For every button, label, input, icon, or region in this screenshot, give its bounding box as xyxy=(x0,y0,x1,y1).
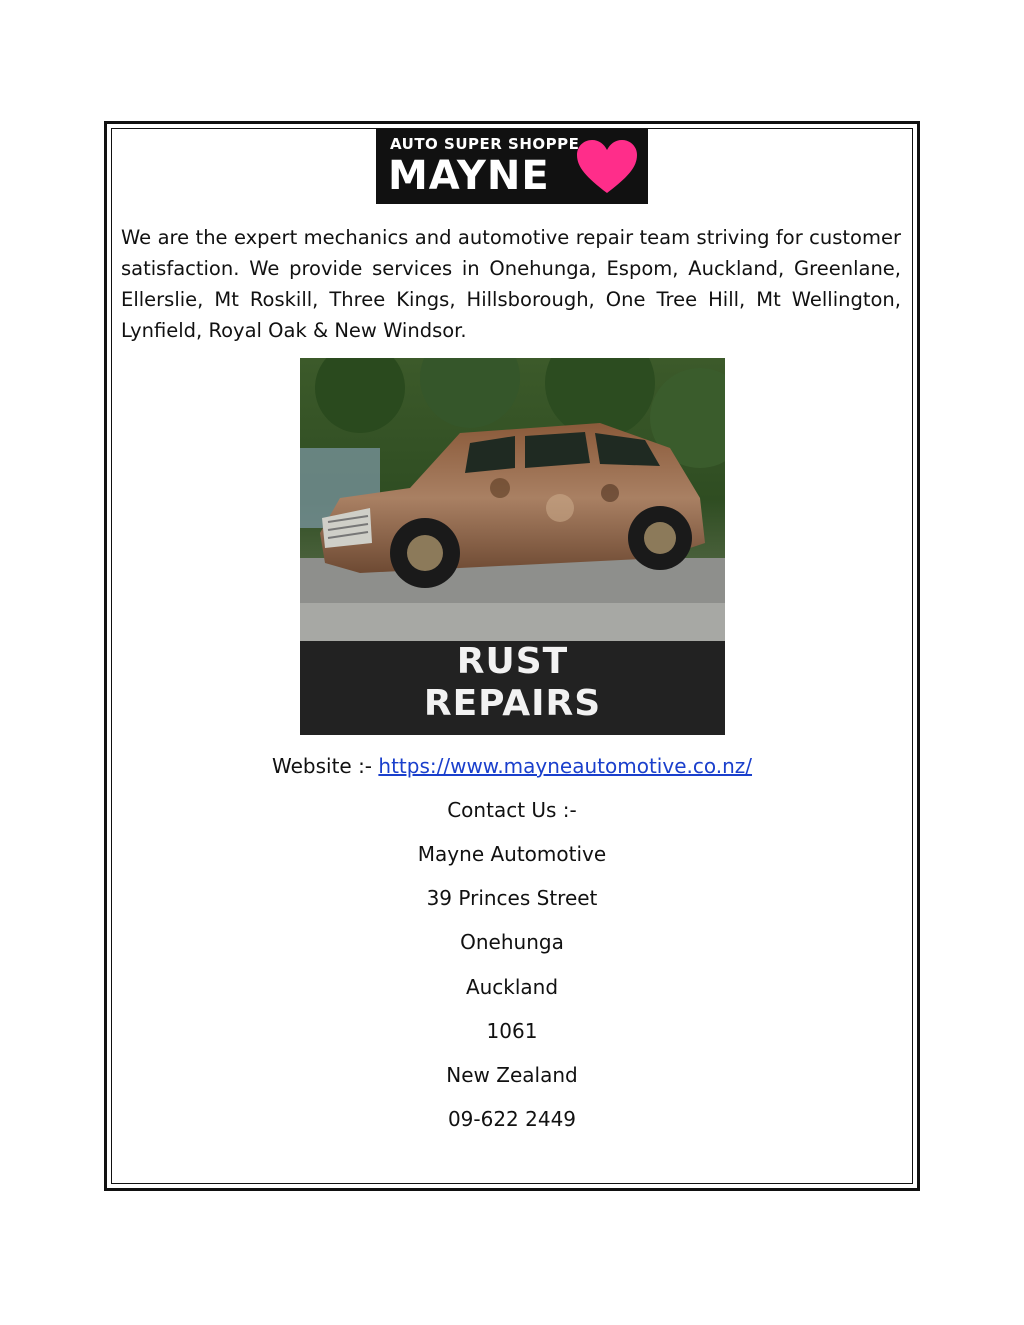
logo-wordmark: MAYNE xyxy=(388,153,550,199)
contact-heading: Contact Us :- xyxy=(447,798,577,822)
website-label: Website :- xyxy=(271,754,379,778)
intro-paragraph: We are the expert mechanics and automotive repair team striving for customer satisfaction. We provide services in Onehunga, Espom, Auckland, Greenlane, Ellerslie, Mt Roskill, Three Kings, Hillsborough, One Tree Hill, Mt Wellington, Lynfield, Royal Oak & New Windsor. xyxy=(121,226,901,342)
rusty-car-photo xyxy=(300,358,725,641)
photo-caption-banner xyxy=(300,641,725,735)
caption-line-2: REPAIRS xyxy=(423,683,602,724)
contact-city: Auckland xyxy=(465,975,559,999)
website-link[interactable]: https://www.mayneautomotive.co.nz/ xyxy=(378,754,753,778)
contact-postcode: 1061 xyxy=(486,1019,538,1043)
contact-street: 39 Princes Street xyxy=(426,886,598,910)
logo-tagline: AUTO SUPER SHOPPE xyxy=(390,135,580,153)
contact-name: Mayne Automotive xyxy=(417,842,607,866)
caption-line-1: RUST xyxy=(456,641,569,682)
contact-suburb: Onehunga xyxy=(460,930,564,954)
rust-repairs-image xyxy=(300,358,725,735)
contact-country: New Zealand xyxy=(446,1063,578,1087)
heart-icon xyxy=(576,139,638,195)
contact-phone: 09-622 2449 xyxy=(447,1107,577,1131)
website-line xyxy=(0,754,1024,778)
mayne-logo xyxy=(376,129,648,204)
